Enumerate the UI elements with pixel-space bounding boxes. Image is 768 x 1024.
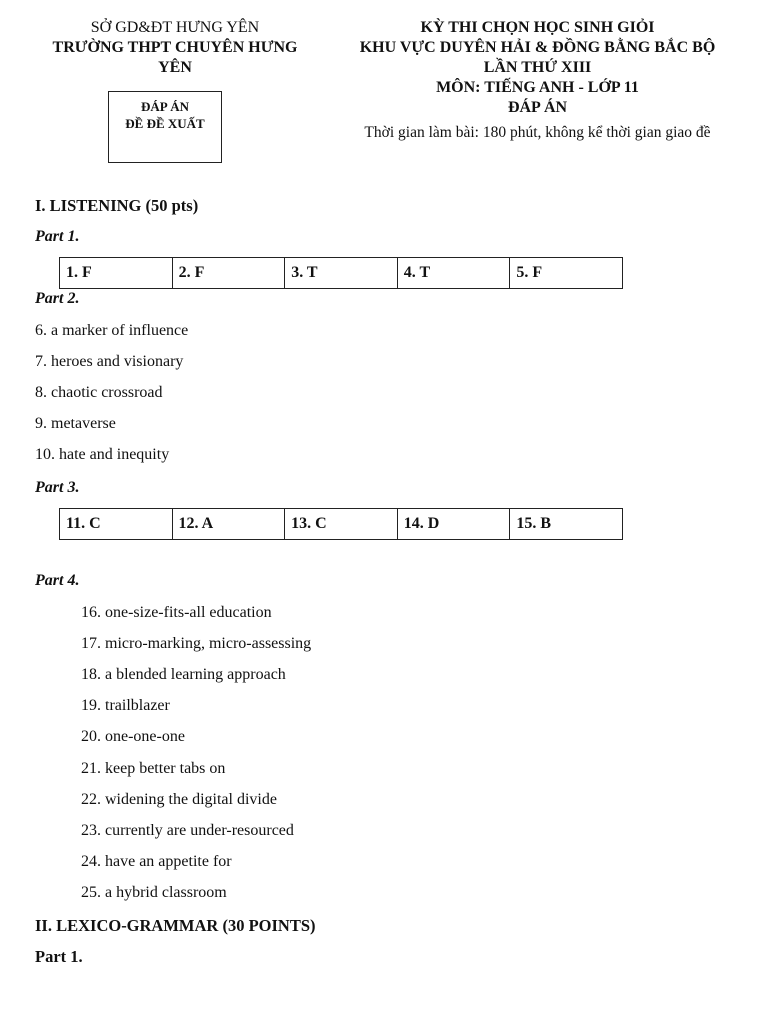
list-item: 7. heroes and visionary <box>35 353 184 370</box>
list-item: 20. one-one-one <box>81 728 185 745</box>
proposal-box <box>108 91 222 163</box>
answer-cell: 5. F <box>510 258 623 289</box>
list-item: 24. have an appetite for <box>81 853 232 870</box>
list-item: 22. widening the digital divide <box>81 791 277 808</box>
list-item: 16. one-size-fits-all education <box>81 604 272 621</box>
section2-part1-label: Part 1. <box>35 947 83 966</box>
table-row <box>60 509 623 540</box>
exam-region: KHU VỰC DUYÊN HẢI & ĐỒNG BẰNG BẮC BỘ <box>359 39 716 56</box>
list-item: 23. currently are under-resourced <box>81 822 294 839</box>
answer-cell: 15. B <box>510 509 623 540</box>
list-item: 21. keep better tabs on <box>81 760 226 777</box>
section-listening-title: I. LISTENING (50 pts) <box>35 196 199 215</box>
section-lexico-grammar-title: II. LEXICO-GRAMMAR (30 POINTS) <box>35 916 316 935</box>
exam-title: KỲ THI CHỌN HỌC SINH GIỎI <box>420 19 655 36</box>
school-header <box>30 18 320 78</box>
part1-answer-table <box>59 257 623 289</box>
answer-cell: 12. A <box>172 509 285 540</box>
box-line-2: ĐỀ ĐỀ XUẤT <box>125 116 205 131</box>
exam-edition: LẦN THỨ XIII <box>483 59 592 76</box>
part3-label: Part 3. <box>35 479 80 496</box>
answer-cell: 11. C <box>60 509 173 540</box>
answer-key-label: ĐÁP ÁN <box>507 99 568 116</box>
exam-subject: MÔN: TIẾNG ANH - LỚP 11 <box>436 79 639 96</box>
exam-header <box>330 18 745 118</box>
answer-cell: 3. T <box>285 258 398 289</box>
answer-cell: 1. F <box>60 258 173 289</box>
answer-cell: 14. D <box>397 509 510 540</box>
part1-label: Part 1. <box>35 228 80 245</box>
department-name: SỞ GD&ĐT HƯNG YÊN <box>90 19 260 36</box>
list-item: 6. a marker of influence <box>35 322 189 339</box>
list-item: 9. metaverse <box>35 415 116 432</box>
list-item: 17. micro-marking, micro-assessing <box>81 635 312 652</box>
school-name: TRƯỜNG THPT CHUYÊN HƯNG <box>52 39 298 56</box>
school-name-cont: YÊN <box>158 59 192 76</box>
answer-cell: 13. C <box>285 509 398 540</box>
list-item: 25. a hybrid classroom <box>81 884 227 901</box>
list-item: 19. trailblazer <box>81 697 170 714</box>
answer-cell: 4. T <box>397 258 510 289</box>
table-row <box>60 258 623 289</box>
list-item: 10. hate and inequity <box>35 446 170 463</box>
time-note: Thời gian làm bài: 180 phút, không kể thời gian giao đề <box>364 124 711 141</box>
answer-cell: 2. F <box>172 258 285 289</box>
box-line-1: ĐÁP ÁN <box>140 99 190 114</box>
list-item: 8. chaotic crossroad <box>35 384 163 401</box>
part2-label: Part 2. <box>35 290 80 307</box>
part3-answer-table <box>59 508 623 540</box>
part4-label: Part 4. <box>35 572 80 589</box>
list-item: 18. a blended learning approach <box>81 666 286 683</box>
